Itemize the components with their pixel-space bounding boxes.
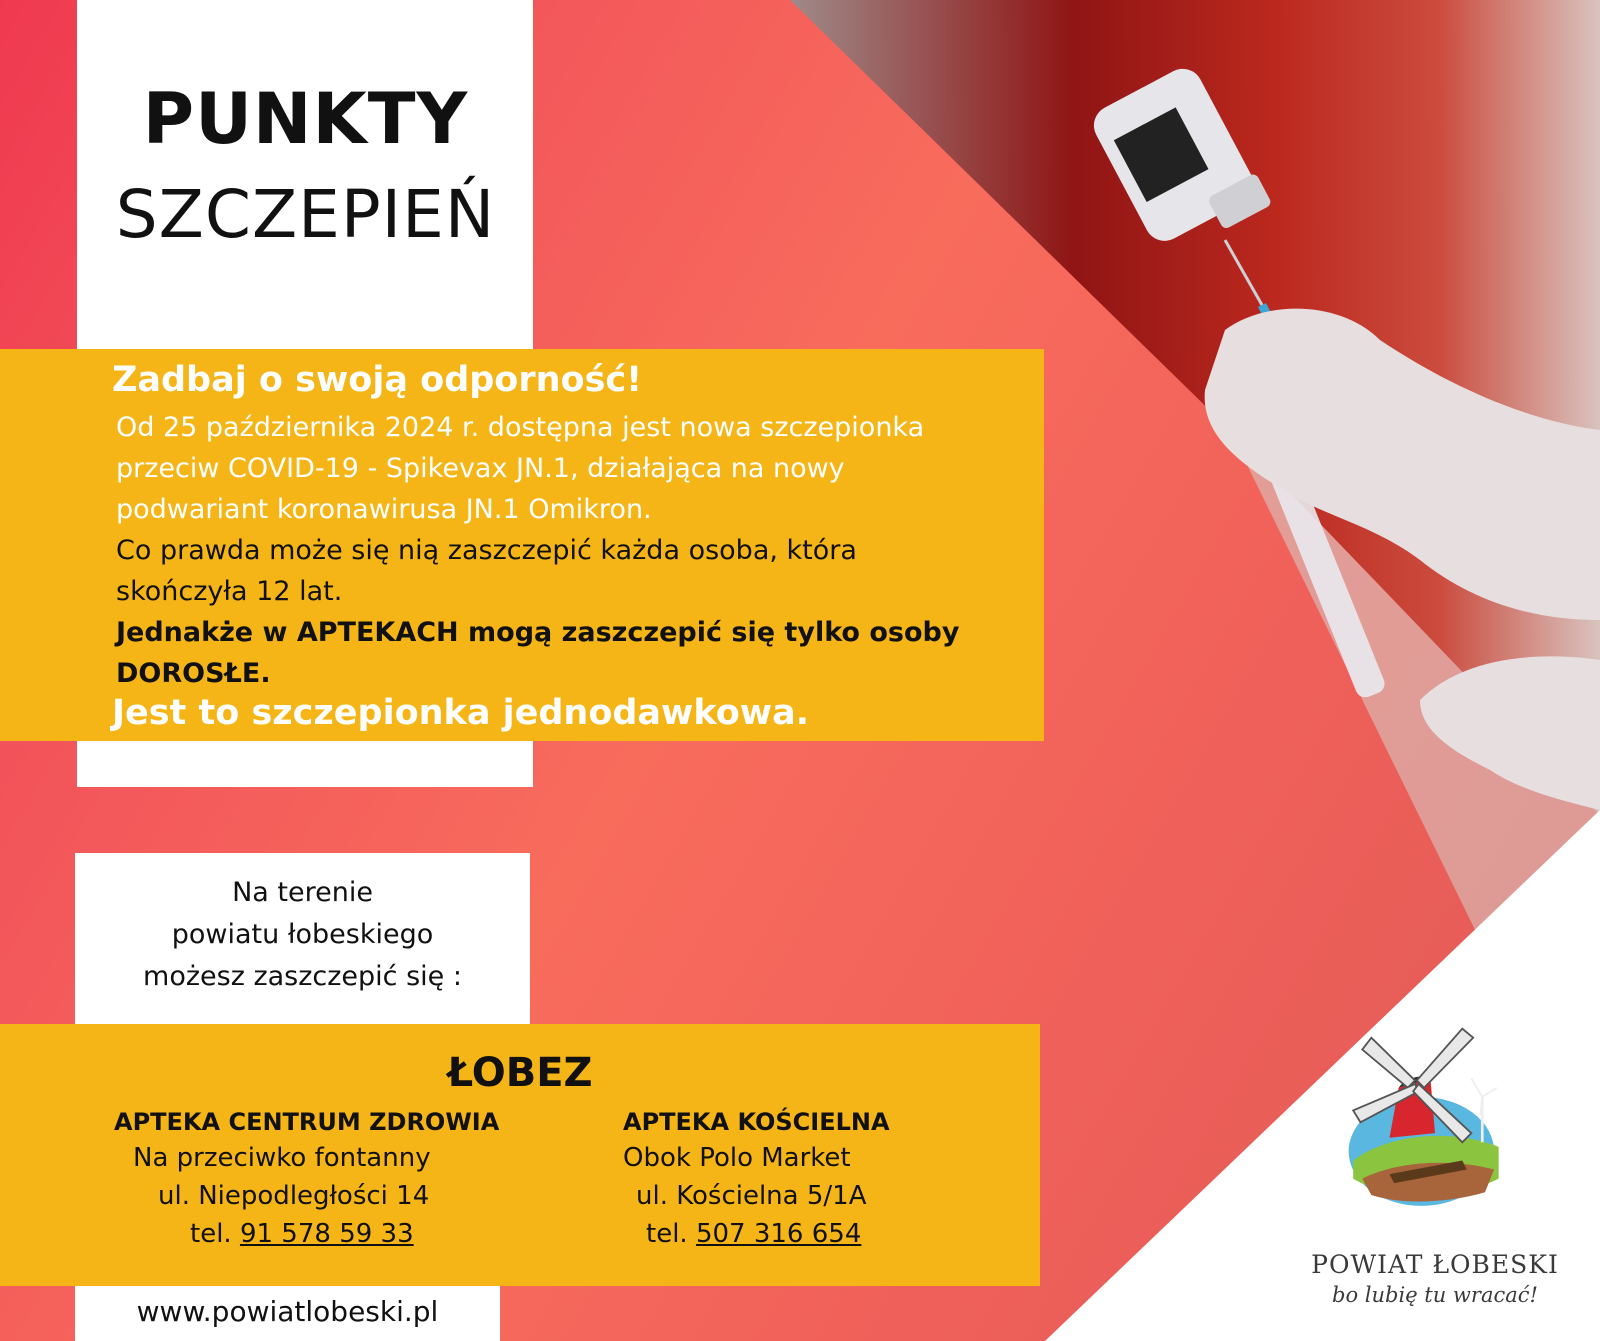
pharmacy-2-name: APTEKA KOŚCIELNA	[623, 1108, 890, 1136]
windmill-logo-icon	[1335, 1015, 1535, 1215]
info-bold-line: Jednakże w APTEKACH mogą zaszczepić się tylko osoby	[116, 617, 960, 648]
info-body-bold	[116, 612, 1036, 694]
logo-name: POWIAT ŁOBESKI	[1311, 1250, 1559, 1279]
info-body-white	[116, 407, 1036, 530]
pharmacy-1-name: APTEKA CENTRUM ZDROWIA	[114, 1108, 500, 1136]
pharmacy-2-landmark: Obok Polo Market	[623, 1143, 851, 1173]
intro-line: możesz zaszczepić się :	[143, 961, 462, 992]
phone-label: tel.	[190, 1219, 232, 1249]
pharmacy-1-phone	[190, 1219, 414, 1249]
city-name: ŁOBEZ	[447, 1050, 593, 1096]
pharmacy-2-address: ul. Kościelna 5/1A	[636, 1181, 867, 1211]
info-line: Co prawda może się nią zaszczepić każda osoba, która	[116, 535, 857, 566]
intro-line: powiatu łobeskiego	[171, 919, 434, 950]
phone-label: tel.	[646, 1219, 688, 1249]
info-line: Od 25 października 2024 r. dostępna jest nowa szczepionka	[116, 412, 925, 443]
website-link[interactable]: www.powiatlobeski.pl	[136, 1295, 439, 1328]
intro-line: Na terenie	[232, 877, 373, 908]
phone-link[interactable]: 507 316 654	[695, 1219, 862, 1249]
info-line: podwariant koronawirusa JN.1 Omikron.	[116, 494, 652, 525]
phone-link[interactable]: 91 578 59 33	[239, 1219, 414, 1249]
single-dose-note: Jest to szczepionka jednodawkowa.	[112, 693, 810, 733]
logo-motto: bo lubię tu wracać!	[1332, 1283, 1538, 1307]
info-body-dark	[116, 530, 1036, 612]
page-title-line2: SZCZEPIEŃ	[115, 176, 496, 253]
pharmacy-2-phone	[646, 1219, 861, 1249]
info-line: przeciw COVID-19 - Spikevax JN.1, działająca na nowy	[116, 453, 845, 484]
intro-text	[75, 872, 530, 998]
pharmacy-1-address: ul. Niepodległości 14	[158, 1181, 430, 1211]
page-title-line1: PUNKTY	[142, 78, 469, 160]
info-line: skończyła 12 lat.	[116, 576, 343, 607]
info-bold-line: DOROSŁE.	[116, 658, 271, 689]
pharmacy-1-landmark: Na przeciwko fontanny	[133, 1143, 431, 1173]
info-headline: Zadbaj o swoją odporność!	[112, 360, 643, 400]
